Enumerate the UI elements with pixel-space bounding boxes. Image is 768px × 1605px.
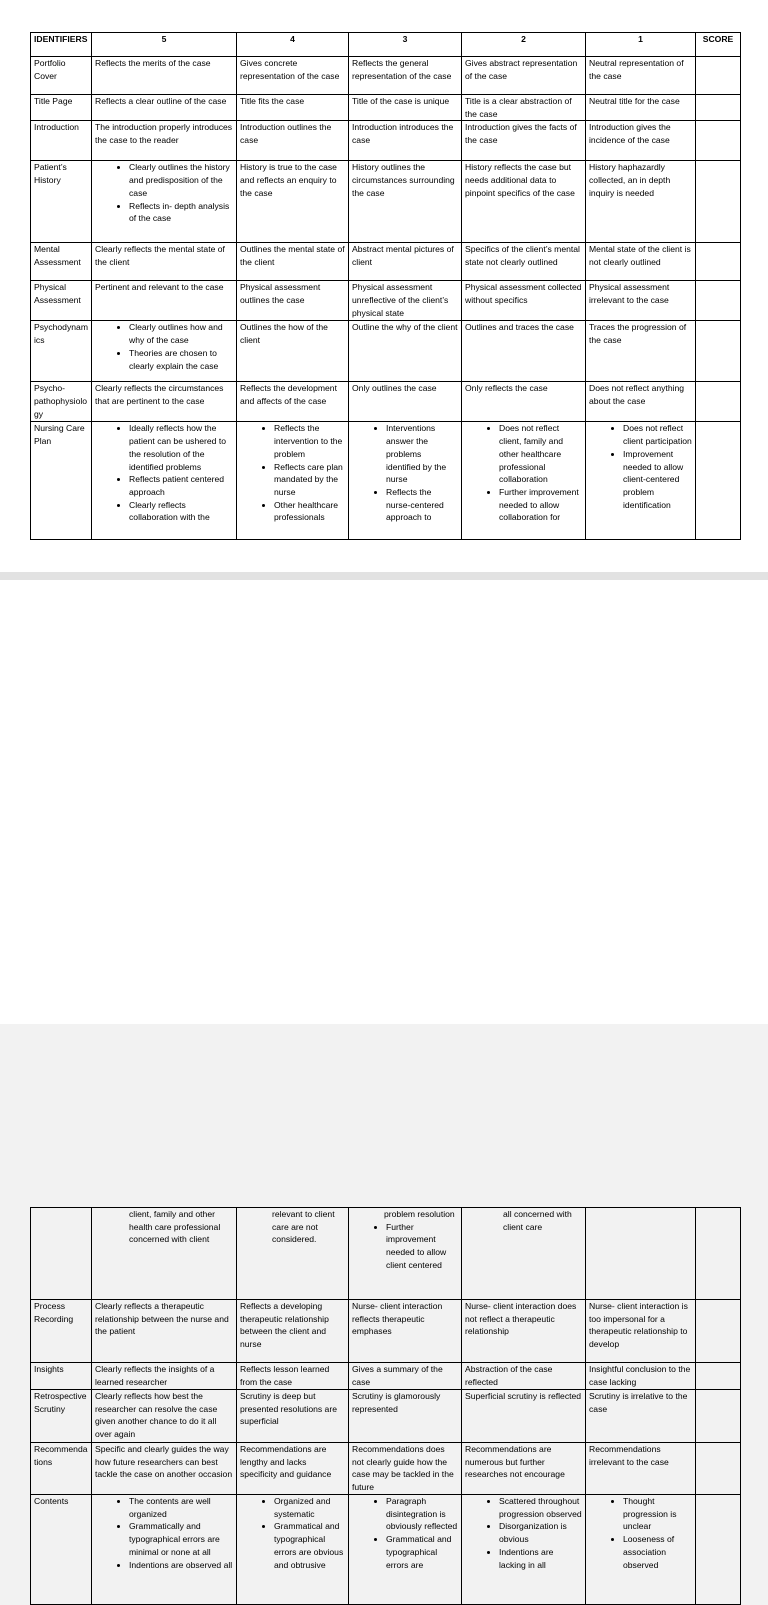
table-row [31, 422, 741, 540]
identifier-cell: Retrospective Scrutiny [31, 1390, 92, 1443]
bullet-item: • Ideally reflects how the patient can be ushered to the resolution of the identified problems [129, 422, 233, 473]
criteria-cell [462, 422, 586, 540]
continuation-cell [586, 1208, 696, 1300]
bullet-item: • Organized and systematic [274, 1495, 345, 1520]
bullet-item: • Disorganization is obvious [499, 1520, 582, 1545]
score-cell [696, 95, 741, 121]
document-page-1 [0, 0, 768, 572]
bullet-list [589, 1495, 692, 1571]
bullet-item: • Indentions are observed all [129, 1559, 233, 1572]
criteria-cell: Recommendations are numerous but further researches not encourage [462, 1443, 586, 1495]
bullet-item: • Further improvement needed to allow collaboration for [499, 486, 582, 524]
criteria-cell: Physical assessment outlines the case [237, 281, 349, 321]
page-gap [0, 572, 768, 580]
identifier-cell: Physical Assessment [31, 281, 92, 321]
criteria-cell: History is true to the case and reflects an enquiry to the case [237, 161, 349, 243]
bullet-list [240, 1495, 345, 1571]
criteria-cell: Outlines the how of the client [237, 321, 349, 382]
score-cell [696, 161, 741, 243]
bullet-item: • Indentions are lacking in all [499, 1546, 582, 1571]
identifier-cell: Patient’s History [31, 161, 92, 243]
criteria-cell: Scrutiny is deep but presented resolutions are superficial [237, 1390, 349, 1443]
criteria-cell: Clearly reflects the circumstances that are pertinent to the case [92, 382, 237, 422]
score-cell [696, 422, 741, 540]
score-cell [696, 382, 741, 422]
criteria-cell: Does not reflect anything about the case [586, 382, 696, 422]
identifier-cell: Introduction [31, 121, 92, 161]
bullet-list [95, 422, 233, 524]
criteria-cell: Recommendations irrelevant to the case [586, 1443, 696, 1495]
criteria-cell [586, 1495, 696, 1605]
table-row [31, 1300, 741, 1363]
criteria-cell: Gives concrete representation of the case [237, 57, 349, 95]
criteria-cell [462, 1495, 586, 1605]
bullet-item: • Looseness of association observed [623, 1533, 692, 1571]
bullet-item: • Further improvement needed to allow client centered [386, 1221, 458, 1272]
criteria-cell: Reflects the merits of the case [92, 57, 237, 95]
score-cell [696, 1300, 741, 1363]
criteria-cell: Nurse- client interaction does not reflect a therapeutic relationship [462, 1300, 586, 1363]
criteria-cell [237, 1495, 349, 1605]
bullet-list [352, 422, 458, 524]
table-row [31, 281, 741, 321]
criteria-cell [349, 1495, 462, 1605]
criteria-cell: The introduction properly introduces the case to the reader [92, 121, 237, 161]
bullet-item: • Clearly outlines the history and predisposition of the case [129, 161, 233, 199]
criteria-cell: Neutral title for the case [586, 95, 696, 121]
criteria-cell: Scrutiny is irrelative to the case [586, 1390, 696, 1443]
score-cell [696, 1363, 741, 1390]
criteria-cell: Reflects the development and affects of the case [237, 382, 349, 422]
identifier-cell: Psycho-pathophysiology [31, 382, 92, 422]
criteria-cell: Title is a clear abstraction of the case [462, 95, 586, 121]
bullet-list [95, 321, 233, 372]
document-page-2 [0, 580, 768, 1570]
bullet-item: • Thought progression is unclear [623, 1495, 692, 1533]
bullet-list [589, 422, 692, 511]
table-row [31, 382, 741, 422]
bullet-list [95, 1495, 233, 1571]
criteria-cell: Specifics of the client’s mental state not clearly outlined [462, 243, 586, 281]
criteria-cell [349, 422, 462, 540]
continuation-cell [349, 1208, 462, 1300]
bullet-item: • Paragraph disintegration is obviously reflected [386, 1495, 458, 1533]
criteria-cell [237, 422, 349, 540]
bullet-item: • The contents are well organized [129, 1495, 233, 1520]
table-header-row [31, 33, 741, 57]
bullet-item: • Theories are chosen to clearly explain the case [129, 347, 233, 372]
criteria-cell: Only reflects the case [462, 382, 586, 422]
identifier-cell: Title Page [31, 95, 92, 121]
identifier-cell: Mental Assessment [31, 243, 92, 281]
identifier-cell: Recommendations [31, 1443, 92, 1495]
bullet-item: • Other healthcare professionals [274, 499, 345, 524]
criteria-cell: History haphazardly collected, an in depth inquiry is needed [586, 161, 696, 243]
bullet-item: • Clearly outlines how and why of the case [129, 321, 233, 346]
criteria-cell: Physical assessment unreflective of the client’s physical state [349, 281, 462, 321]
criteria-cell: Recommendations does not clearly guide how the case may be tackled in the future [349, 1443, 462, 1495]
table-row [31, 121, 741, 161]
bullet-item: • Does not reflect client participation [623, 422, 692, 447]
criteria-cell: Outline the why of the client [349, 321, 462, 382]
criteria-cell: Outlines and traces the case [462, 321, 586, 382]
criteria-cell: Pertinent and relevant to the case [92, 281, 237, 321]
score-cell [696, 1390, 741, 1443]
header-identifiers: IDENTIFIERS [31, 33, 92, 57]
criteria-cell: Outlines the mental state of the client [237, 243, 349, 281]
identifier-cell: Process Recording [31, 1300, 92, 1363]
criteria-cell: Title fits the case [237, 95, 349, 121]
identifier-cell [31, 1208, 92, 1300]
criteria-cell: Physical assessment irrelevant to the case [586, 281, 696, 321]
continuation-row [31, 1208, 741, 1300]
identifier-cell: Contents [31, 1495, 92, 1605]
bullet-list [352, 1495, 458, 1571]
criteria-cell: Introduction outlines the case [237, 121, 349, 161]
criteria-cell: Abstract mental pictures of client [349, 243, 462, 281]
header-score-5: 5 [92, 33, 237, 57]
identifier-cell: Insights [31, 1363, 92, 1390]
criteria-cell: Introduction introduces the case [349, 121, 462, 161]
criteria-cell: Mental state of the client is not clearly outlined [586, 243, 696, 281]
table-row [31, 1363, 741, 1390]
bullet-item: • Does not reflect client, family and other healthcare professional collaboration [499, 422, 582, 486]
bullet-item: • Reflects care plan mandated by the nurse [274, 461, 345, 499]
criteria-cell: Clearly reflects a therapeutic relationship between the nurse and the patient [92, 1300, 237, 1363]
criteria-cell: Reflects the general representation of the case [349, 57, 462, 95]
continuation-text: all concerned with client care [503, 1209, 572, 1232]
criteria-cell: Recommendations are lengthy and lacks specificity and guidance [237, 1443, 349, 1495]
continuation-text: client, family and other health care professional concerned with client [129, 1209, 221, 1245]
bullet-list [95, 161, 233, 225]
continuation-text: problem resolution [384, 1209, 455, 1219]
score-cell [696, 1495, 741, 1605]
criteria-cell: Reflects a clear outline of the case [92, 95, 237, 121]
bullet-list [465, 422, 582, 524]
score-cell [696, 121, 741, 161]
criteria-cell: Clearly reflects the insights of a learned researcher [92, 1363, 237, 1390]
score-cell [696, 57, 741, 95]
rubric-table-page-1 [30, 32, 741, 540]
criteria-cell: History reflects the case but needs additional data to pinpoint specifics of the case [462, 161, 586, 243]
criteria-cell: Clearly reflects the mental state of the client [92, 243, 237, 281]
table-row [31, 1443, 741, 1495]
continuation-cell [462, 1208, 586, 1300]
criteria-cell: Neutral representation of the case [586, 57, 696, 95]
criteria-cell: History outlines the circumstances surrounding the case [349, 161, 462, 243]
table-row [31, 57, 741, 95]
bullet-list [352, 1221, 458, 1272]
bullet-list [240, 422, 345, 524]
bullet-item: • Reflects patient centered approach [129, 473, 233, 498]
criteria-cell: Superficial scrutiny is reflected [462, 1390, 586, 1443]
criteria-cell: Reflects a developing therapeutic relationship between the client and nurse [237, 1300, 349, 1363]
criteria-cell: Traces the progression of the case [586, 321, 696, 382]
bullet-list [465, 1495, 582, 1571]
header-score-4: 4 [237, 33, 349, 57]
criteria-cell: Physical assessment collected without specifics [462, 281, 586, 321]
table-row [31, 243, 741, 281]
bullet-item: • Improvement needed to allow client-centered problem identification [623, 448, 692, 512]
bullet-item: • Reflects the nurse-centered approach to [386, 486, 458, 524]
score-cell [696, 1208, 741, 1300]
bullet-item: • Interventions answer the problems identified by the nurse [386, 422, 458, 486]
criteria-cell: Introduction gives the facts of the case [462, 121, 586, 161]
criteria-cell: Nurse- client interaction is too impersonal for a therapeutic relationship to develop [586, 1300, 696, 1363]
criteria-cell [586, 422, 696, 540]
criteria-cell: Abstraction of the case reflected [462, 1363, 586, 1390]
criteria-cell [92, 321, 237, 382]
bullet-item: • Grammatically and typographical errors are minimal or none at all [129, 1520, 233, 1558]
criteria-cell: Gives a summary of the case [349, 1363, 462, 1390]
criteria-cell: Gives abstract representation of the case [462, 57, 586, 95]
bullet-item: • Reflects in- depth analysis of the case [129, 200, 233, 225]
bullet-item: • Reflects the intervention to the problem [274, 422, 345, 460]
criteria-cell [92, 1495, 237, 1605]
table-row [31, 321, 741, 382]
table-row [31, 1390, 741, 1443]
identifier-cell: Psychodynamics [31, 321, 92, 382]
criteria-cell: Insightful conclusion to the case lacking [586, 1363, 696, 1390]
criteria-cell: Nurse- client interaction reflects therapeutic emphases [349, 1300, 462, 1363]
criteria-cell: Scrutiny is glamorously represented [349, 1390, 462, 1443]
criteria-cell: Reflects lesson learned from the case [237, 1363, 349, 1390]
bullet-item: • Clearly reflects collaboration with the [129, 499, 233, 524]
identifier-cell: Nursing Care Plan [31, 422, 92, 540]
continuation-cell [237, 1208, 349, 1300]
table-row [31, 161, 741, 243]
criteria-cell: Introduction gives the incidence of the case [586, 121, 696, 161]
score-cell [696, 281, 741, 321]
continuation-text: relevant to client care are not considered. [272, 1209, 335, 1245]
criteria-cell: Clearly reflects how best the researcher can resolve the case given another chance to do it all over again [92, 1390, 237, 1443]
header-score-2: 2 [462, 33, 586, 57]
score-cell [696, 243, 741, 281]
header-score: SCORE [696, 33, 741, 57]
criteria-cell [92, 161, 237, 243]
header-score-1: 1 [586, 33, 696, 57]
score-cell [696, 321, 741, 382]
score-cell [696, 1443, 741, 1495]
criteria-cell: Specific and clearly guides the way how future researchers can best tackle the case on another occasion [92, 1443, 237, 1495]
table-row [31, 95, 741, 121]
criteria-cell [92, 422, 237, 540]
continuation-cell [92, 1208, 237, 1300]
rubric-table-page-2 [30, 1207, 741, 1605]
criteria-cell: Only outlines the case [349, 382, 462, 422]
criteria-cell: Title of the case is unique [349, 95, 462, 121]
identifier-cell: Portfolio Cover [31, 57, 92, 95]
bullet-item: • Scattered throughout progression observed [499, 1495, 582, 1520]
header-score-3: 3 [349, 33, 462, 57]
table-row [31, 1495, 741, 1605]
bullet-item: • Grammatical and typographical errors are obvious and obtrusive [274, 1520, 345, 1571]
bullet-item: • Grammatical and typographical errors are [386, 1533, 458, 1571]
